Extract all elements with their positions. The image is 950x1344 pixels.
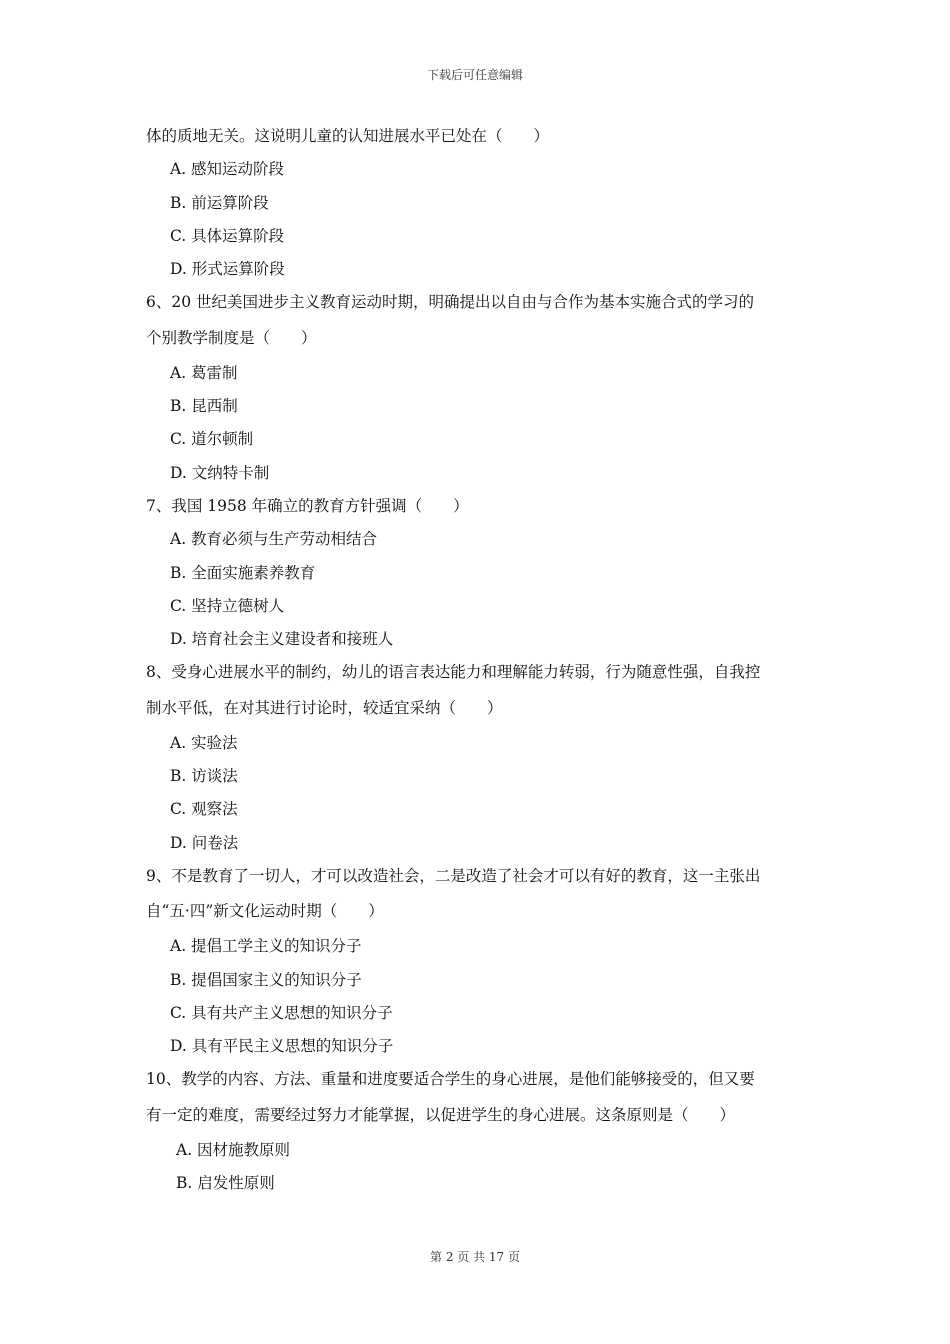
option-c: C. 具体运算阶段 — [170, 226, 285, 245]
option-b: B. 提倡国家主义的知识分子 — [170, 970, 362, 989]
question-text: 自“五·四”新文化运动时期（ ） — [146, 902, 384, 921]
option-b: B. 昆西制 — [170, 397, 238, 416]
option-a: A. 因材施教原则 — [176, 1140, 291, 1159]
question-text: 7、我国 1958 年确立的教育方针强调（ ） — [146, 496, 469, 515]
option-d: D. 具有平民主义思想的知识分子 — [170, 1037, 394, 1056]
option-a: A. 葛雷制 — [170, 363, 238, 382]
option-b: B. 启发性原则 — [176, 1174, 275, 1193]
option-b: B. 访谈法 — [170, 767, 238, 786]
option-c: C. 坚持立德树人 — [170, 596, 285, 615]
question-text: 个别教学制度是（ ） — [146, 328, 317, 347]
question-text: 9、不是教育了一切人，才可以改造社会，二是改造了社会才可以有好的教育，这一主张出 — [146, 866, 761, 885]
question-9 — [146, 860, 816, 1063]
option-b: B. 前运算阶段 — [170, 193, 269, 212]
question-10 — [146, 1063, 816, 1200]
page-header: 下载后可任意编辑 — [426, 68, 523, 82]
question-text: 制水平低，在对其进行讨论时，较适宜采纳（ ） — [146, 698, 503, 717]
question-continuation-text: 体的质地无关。这说明儿童的认知进展水平已处在（ ） — [146, 127, 550, 145]
option-c: C. 道尔顿制 — [170, 430, 254, 449]
document-body — [146, 120, 816, 1200]
option-d: D. 形式运算阶段 — [170, 260, 285, 279]
option-a: A. 实验法 — [170, 733, 238, 752]
option-d: D. 培育社会主义建设者和接班人 — [170, 630, 394, 649]
question-6 — [146, 286, 816, 489]
question-7 — [146, 490, 816, 656]
option-c: C. 具有共产主义思想的知识分子 — [170, 1003, 393, 1022]
question-8 — [146, 656, 816, 859]
question-text: 有一定的难度，需要经过努力才能掌握，以促进学生的身心进展。这条原则是（ ） — [146, 1105, 736, 1124]
option-c: C. 观察法 — [170, 800, 238, 819]
option-d: D. 文纳特卡制 — [170, 463, 270, 482]
question-text: 10、教学的内容、方法、重量和进度要适合学生的身心进展，是他们能够接受的，但又要 — [146, 1070, 755, 1089]
option-a: A. 提倡工学主义的知识分子 — [170, 937, 362, 956]
question-text: 8、受身心进展水平的制约，幼儿的语言表达能力和理解能力转弱，行为随意性强，自我控 — [146, 663, 761, 682]
option-a: A. 教育必须与生产劳动相结合 — [170, 530, 378, 549]
option-b: B. 全面实施素养教育 — [170, 563, 316, 582]
question-text: 6、20 世纪美国进步主义教育运动时期，明确提出以自由与合作为基本实施合式的学习的 — [146, 293, 755, 312]
option-a: A. 感知运动阶段 — [170, 160, 285, 179]
page-footer: 第 2 页 共 17 页 — [430, 1250, 520, 1264]
option-d: D. 问卷法 — [170, 833, 239, 852]
